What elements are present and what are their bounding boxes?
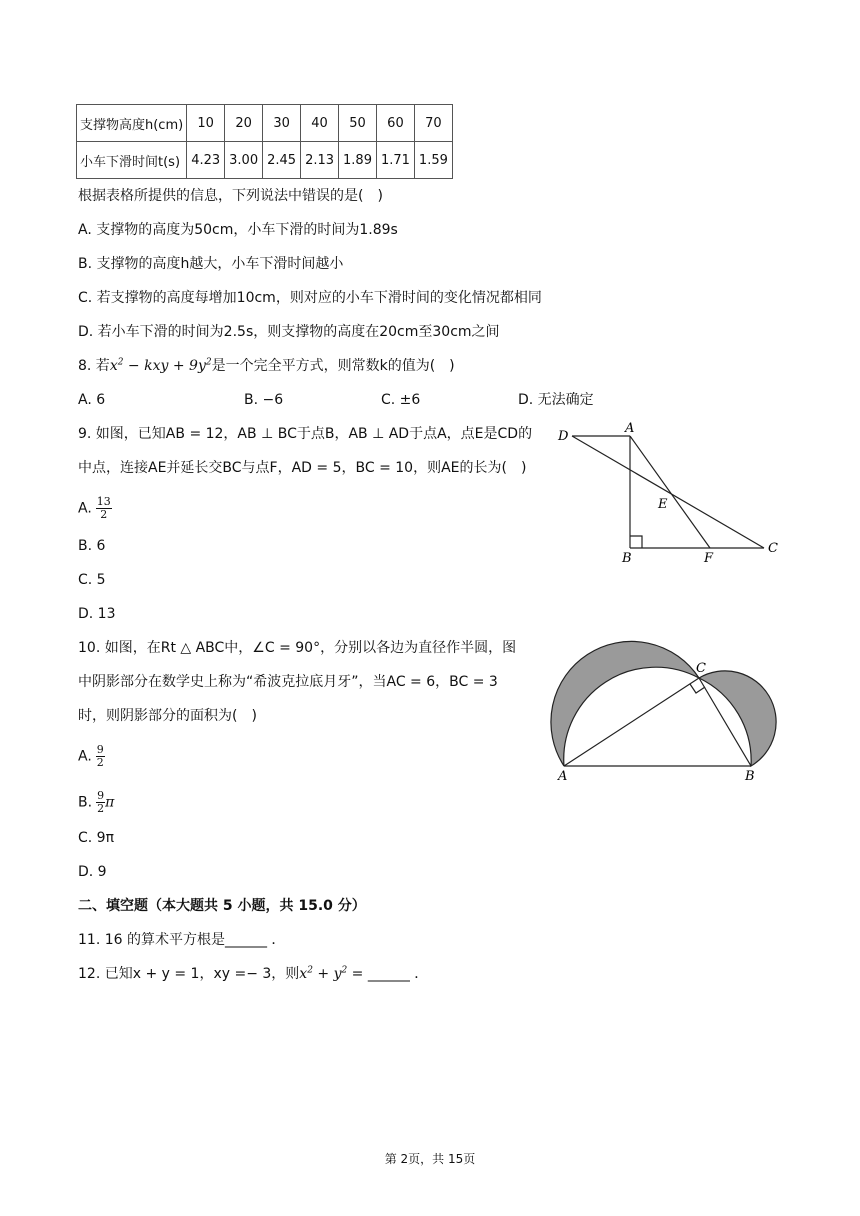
q8-stem bbox=[78, 356, 455, 376]
table-cell: 3.00 bbox=[225, 142, 263, 179]
label-b: B bbox=[745, 769, 755, 784]
table-cell: 30 bbox=[263, 105, 301, 142]
table-cell: 60 bbox=[376, 105, 414, 142]
label-c: C bbox=[696, 661, 706, 676]
q9-option-a-fraction bbox=[96, 496, 112, 521]
table-header-height: 支撑物高度h(cm) bbox=[77, 105, 187, 142]
segment-dc bbox=[572, 436, 764, 548]
label-c: C bbox=[768, 541, 778, 556]
segment-af bbox=[630, 436, 710, 548]
fraction-numerator: 9 bbox=[96, 743, 104, 756]
q12-suffix: = ______ ． bbox=[347, 966, 429, 982]
q10-option-a-label: A. bbox=[78, 748, 92, 765]
q9-stem-line1: 9. 如图，已知AB = 12，AB ⊥ BC于点B，AB ⊥ AD于点A，点E是CD的 bbox=[78, 426, 533, 442]
q10-option-d: D. 9 bbox=[78, 864, 107, 880]
fraction-numerator: 9 bbox=[97, 789, 105, 802]
q12-text bbox=[78, 964, 428, 984]
lune-ac bbox=[551, 641, 699, 766]
q9-option-b: B. 6 bbox=[78, 538, 106, 554]
table-cell: 1.59 bbox=[414, 142, 452, 179]
table-cell: 2.45 bbox=[263, 142, 301, 179]
label-d: D bbox=[558, 429, 569, 444]
fraction-denominator: 2 bbox=[100, 508, 108, 521]
table-cell: 40 bbox=[301, 105, 339, 142]
q8-option-b: B. −6 bbox=[244, 392, 284, 408]
table-header-time: 小车下滑时间t(s) bbox=[77, 142, 187, 179]
q8-option-a: A. 6 bbox=[78, 392, 106, 408]
table-cell: 1.89 bbox=[339, 142, 377, 179]
table-cell: 4.23 bbox=[187, 142, 225, 179]
label-f: F bbox=[704, 551, 714, 566]
q10-option-a bbox=[78, 744, 105, 769]
fraction-denominator: 2 bbox=[97, 802, 105, 815]
table-cell: 20 bbox=[225, 105, 263, 142]
table-cell: 50 bbox=[339, 105, 377, 142]
lune-bc bbox=[699, 671, 776, 766]
q12-prefix: 12. 已知x + y = 1，xy =− 3，则 bbox=[78, 966, 300, 982]
q10-stem-line3: 时，则阴影部分的面积为( ) bbox=[78, 708, 257, 724]
q9-option-c: C. 5 bbox=[78, 572, 106, 588]
q10-option-a-fraction bbox=[96, 744, 105, 769]
q10-option-b-fraction bbox=[96, 790, 105, 815]
q8-expression: $x^2$ − kxy + $9y^2$ bbox=[109, 357, 212, 374]
q8-stem-prefix: 8. 若 bbox=[78, 358, 110, 374]
label-a: A bbox=[625, 421, 635, 436]
q10-figure bbox=[546, 636, 786, 786]
q10-option-b bbox=[78, 790, 114, 815]
fraction-denominator: 2 bbox=[96, 756, 104, 769]
table-cell: 2.13 bbox=[301, 142, 339, 179]
q9-option-d: D. 13 bbox=[78, 606, 116, 622]
right-angle-mark bbox=[630, 536, 642, 548]
q12-expression: $x^2 + y^2$ bbox=[299, 965, 348, 982]
q11-text: 11. 16 的算术平方根是______ ． bbox=[78, 932, 286, 948]
label-b: B bbox=[622, 551, 632, 566]
q10-stem-line2: 中阴影部分在数学史上称为“希波克拉底月牙”，当AC = 6，BC = 3 bbox=[78, 674, 498, 690]
page-number: 第 2页，共 15页 bbox=[384, 1152, 476, 1166]
q10-option-c: C. 9π bbox=[78, 830, 115, 846]
q7-option-b: B. 支撑物的高度h越大，小车下滑时间越小 bbox=[78, 256, 344, 272]
q10-option-b-label: B. bbox=[78, 794, 93, 811]
q9-option-a bbox=[78, 496, 112, 521]
table-cell: 10 bbox=[187, 105, 225, 142]
table-cell: 70 bbox=[414, 105, 452, 142]
q7-option-d: D. 若小车下滑的时间为2.5s，则支撑物的高度在20cm至30cm之间 bbox=[78, 324, 500, 340]
q7-option-c: C. 若支撑物的高度每增加10cm，则对应的小车下滑时间的变化情况都相同 bbox=[78, 290, 542, 306]
table-row bbox=[77, 142, 453, 179]
q8-option-c: C. ±6 bbox=[381, 392, 421, 408]
table-row bbox=[77, 105, 453, 142]
label-a: A bbox=[558, 769, 568, 784]
q8-stem-suffix: 是一个完全平方式，则常数k的值为( ) bbox=[211, 358, 455, 374]
pi-symbol: π bbox=[105, 794, 115, 811]
q9-option-a-label: A. bbox=[78, 500, 92, 517]
q9-stem-line2: 中点，连接AE并延长交BC与点F，AD = 5，BC = 10，则AE的长为( ) bbox=[78, 460, 527, 476]
fraction-numerator: 13 bbox=[96, 495, 111, 508]
section-title: 二、填空题（本大题共 5 小题，共 15.0 分） bbox=[78, 898, 366, 914]
q9-figure bbox=[550, 418, 790, 568]
q7-option-a: A. 支撑物的高度为50cm，小车下滑的时间为1.89s bbox=[78, 222, 398, 238]
table-cell: 1.71 bbox=[376, 142, 414, 179]
q7-stem: 根据表格所提供的信息，下列说法中错误的是( ) bbox=[78, 188, 383, 204]
label-e: E bbox=[658, 497, 668, 512]
data-table bbox=[76, 104, 453, 179]
q8-option-d: D. 无法确定 bbox=[518, 392, 594, 408]
q10-stem-line1: 10. 如图，在Rt △ ABC中，∠C = 90°，分别以各边为直径作半圆，图 bbox=[78, 640, 517, 656]
